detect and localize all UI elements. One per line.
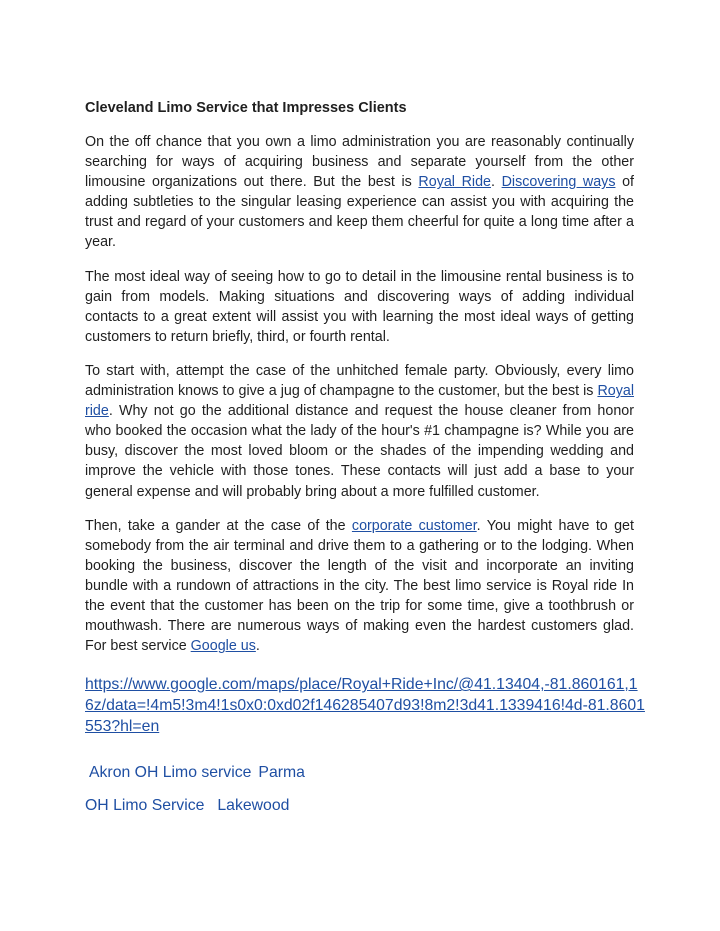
paragraph-text: . Why not go the additional distance and request the house cleaner from honor who booked the occasion what the lady of the hour's #1 champagne is? While you are busy, discover the most loved bloom or the shades of the impending wedding and improve the vehicle with those tones. These contacts will just add a base to your general expense and will probably bring about a more fulfilled customer. [85,403,634,500]
paragraph-text: of adding subtleties to the singular leasing experience can assist you with acquiring the trust and regard of your customers and keep them cheerful for quite a long time after a year. [85,174,635,251]
paragraph-text: . [255,638,260,655]
parma-link[interactable]: Parma [258,764,305,781]
royal-ride-link[interactable]: Royal Ride [418,174,491,191]
paragraph-corporate [85,516,634,657]
document-content [85,98,645,737]
oh-limo-service-link[interactable]: OH Limo Service [85,797,205,814]
paragraph-bachelorette [85,361,634,502]
paragraph-text: To start with, attempt the case of the unhitched female party. Obviously, every limo administration knows to give a jug of champagne to the customer, but the best is [85,362,634,400]
lakewood-link[interactable]: Lakewood [217,797,290,814]
royal-ride-link-2[interactable]: Royal ride [85,383,634,420]
document-title: Cleveland Limo Service that Impresses Clients [85,100,407,116]
akron-limo-link[interactable]: Akron OH Limo service [89,764,252,781]
google-us-link[interactable]: Google us [190,638,256,655]
google-maps-url-link[interactable]: https://www.google.com/maps/place/Royal+Ride+Inc/@41.13404,-81.860161,16z/data=!4m5!3m4!1s0x0:0xd02f146285407d93!8m2!3d41.1339416!4d-81.8601553?hl=en [85,676,645,736]
paragraph-text: . You might have to get somebody from the air terminal and drive them to a gathering or to the lodging. When booking the business, discover the length of the visit and incorporate an inviting bundle with a rundown of attractions in the city. The best limo service is Royal ride In the event that the customer has been on the trip for some time, give a toothbrush or mouthwash. There are numerous ways of making even the hardest customers glad. For best service [85,517,634,655]
paragraph-text: On the off chance that you own a limo administration you are reasonably continually searching for ways of acquiring business and separate yourself from the other limousine organizations out there. But the best is [85,134,634,191]
location-links-row-1 [89,762,305,783]
discovering-ways-link[interactable]: Discovering ways [501,174,616,191]
paragraph-detail: The most ideal way of seeing how to go to detail in the limousine rental business is to gain from models. Making situations and discovering ways of adding individual contacts to a great extent will assist you with learning the most ideal ways of getting customers to return briefly, third, or fourth rental. [85,268,634,345]
paragraph-text: . [491,174,502,191]
paragraph-text: Then, take a gander at the case of the [85,517,352,534]
paragraph-intro [85,132,634,253]
location-links-row-2 [85,795,289,816]
corporate-customer-link[interactable]: corporate customer [351,517,477,534]
